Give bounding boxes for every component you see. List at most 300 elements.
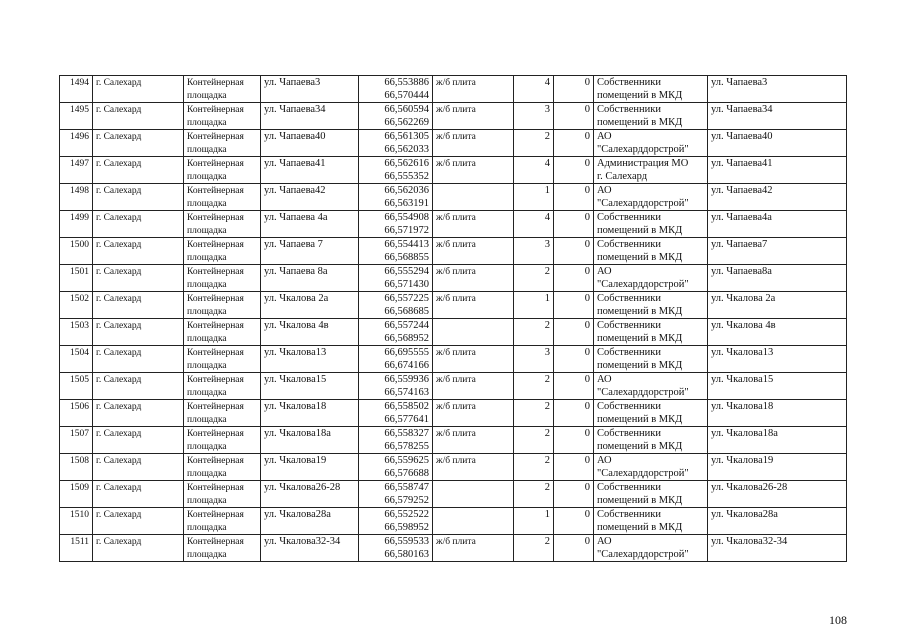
- location-cell: [708, 76, 847, 103]
- address-cell: [261, 292, 359, 319]
- address-text: ул. Чкалова18а: [264, 428, 331, 439]
- zero-value-cell: [554, 346, 594, 373]
- site-type-text: Контейнерная: [187, 240, 244, 250]
- owner-text: помещений в МКД: [597, 332, 683, 344]
- zero-value-text: 0: [584, 536, 590, 547]
- site-type-text: площадка: [187, 414, 227, 425]
- location-text: ул. Чкалова 4в: [711, 320, 776, 331]
- zero-value-text: 0: [584, 428, 590, 439]
- zero-value-cell: [554, 292, 594, 319]
- owner-text: АО: [597, 455, 612, 466]
- base-type-cell: [433, 427, 514, 454]
- owner-text: г. Салехард: [597, 170, 648, 182]
- container-count-cell: [514, 238, 554, 265]
- container-count-cell: [514, 76, 554, 103]
- zero-value-cell: [554, 508, 594, 535]
- owner-text: "Салехарддорстрой": [597, 278, 689, 290]
- site-type-cell: [184, 157, 261, 184]
- row-number-cell: [60, 508, 93, 535]
- container-count-cell: [514, 130, 554, 157]
- coordinates-text: 66,574163: [384, 386, 429, 398]
- base-type-cell: [433, 157, 514, 184]
- coordinates-text: 66,674166: [384, 359, 429, 371]
- zero-value-text: 0: [584, 482, 590, 493]
- owner-text: АО: [597, 185, 612, 196]
- zero-value-text: 0: [584, 509, 590, 520]
- coordinates-cell: [359, 265, 433, 292]
- city-cell: [93, 481, 184, 508]
- location-cell: [708, 319, 847, 346]
- address-text: ул. Чкалова26-28: [264, 482, 341, 493]
- coordinates-text: 66,554413: [384, 239, 429, 250]
- coordinates-cell: [359, 211, 433, 238]
- location-text: ул. Чкалова15: [711, 374, 774, 385]
- container-count-text: 4: [544, 212, 550, 223]
- site-type-cell: [184, 130, 261, 157]
- site-type-cell: [184, 535, 261, 562]
- location-cell: [708, 508, 847, 535]
- zero-value-text: 0: [584, 185, 590, 196]
- site-type-text: площадка: [187, 522, 227, 533]
- owner-text: АО: [597, 131, 612, 142]
- coordinates-cell: [359, 346, 433, 373]
- owner-text: помещений в МКД: [597, 521, 683, 533]
- site-type-text: Контейнерная: [187, 105, 244, 115]
- location-cell: [708, 427, 847, 454]
- site-type-cell: [184, 373, 261, 400]
- owner-cell: [594, 454, 708, 481]
- owner-cell: [594, 238, 708, 265]
- base-type-cell: [433, 481, 514, 508]
- base-type-cell: [433, 535, 514, 562]
- city-text: г. Салехард: [96, 456, 142, 466]
- site-type-text: площадка: [187, 549, 227, 560]
- container-count-text: 2: [544, 320, 550, 331]
- owner-cell: [594, 373, 708, 400]
- owner-cell: [594, 427, 708, 454]
- container-count-text: 3: [544, 239, 550, 250]
- address-cell: [261, 454, 359, 481]
- site-type-text: Контейнерная: [187, 429, 244, 439]
- site-type-cell: [184, 76, 261, 103]
- zero-value-cell: [554, 481, 594, 508]
- address-text: ул. Чкалова18: [264, 401, 327, 412]
- owner-text: Собственники: [597, 482, 661, 493]
- location-text: ул. Чапаева42: [711, 185, 773, 196]
- container-count-cell: [514, 400, 554, 427]
- address-text: ул. Чапаева3: [264, 77, 321, 88]
- owner-text: "Салехарддорстрой": [597, 197, 689, 209]
- site-type-text: площадка: [187, 90, 227, 101]
- row-number-cell: [60, 319, 93, 346]
- container-count-text: 2: [544, 536, 550, 547]
- zero-value-cell: [554, 211, 594, 238]
- owner-text: помещений в МКД: [597, 89, 683, 101]
- site-type-cell: [184, 292, 261, 319]
- coordinates-text: 66,559936: [384, 374, 429, 385]
- base-type-cell: [433, 265, 514, 292]
- row-number-cell: [60, 130, 93, 157]
- row-number-cell: [60, 184, 93, 211]
- table-row: [60, 535, 847, 562]
- location-text: ул. Чапаева34: [711, 104, 773, 115]
- address-text: ул. Чкалова13: [264, 347, 327, 358]
- coordinates-text: 66,554908: [384, 212, 429, 223]
- container-count-cell: [514, 265, 554, 292]
- base-type-text: ж/б плита: [436, 267, 476, 277]
- site-type-text: Контейнерная: [187, 456, 244, 466]
- container-count-text: 3: [544, 104, 550, 115]
- container-count-cell: [514, 427, 554, 454]
- address-cell: [261, 508, 359, 535]
- address-text: ул. Чапаева34: [264, 104, 326, 115]
- owner-text: Собственники: [597, 428, 661, 439]
- location-cell: [708, 184, 847, 211]
- table-row: [60, 265, 847, 292]
- base-type-cell: [433, 184, 514, 211]
- coordinates-text: 66,562036: [384, 185, 429, 196]
- coordinates-text: 66,558502: [384, 401, 429, 412]
- owner-text: "Салехарддорстрой": [597, 467, 689, 479]
- address-text: ул. Чкалова15: [264, 374, 327, 385]
- coordinates-cell: [359, 130, 433, 157]
- owner-cell: [594, 184, 708, 211]
- location-text: ул. Чкалова18: [711, 401, 774, 412]
- city-text: г. Салехард: [96, 186, 142, 196]
- row-number-text: 1495: [70, 105, 89, 115]
- coordinates-text: 66,568952: [384, 332, 429, 344]
- coordinates-text: 66,553886: [384, 77, 429, 88]
- container-count-cell: [514, 184, 554, 211]
- table-row: [60, 76, 847, 103]
- coordinates-text: 66,568685: [384, 305, 429, 317]
- city-text: г. Салехард: [96, 105, 142, 115]
- coordinates-text: 66,552522: [384, 509, 429, 520]
- site-type-cell: [184, 454, 261, 481]
- site-type-text: Контейнерная: [187, 132, 244, 142]
- owner-text: Собственники: [597, 401, 661, 412]
- base-type-text: ж/б плита: [436, 402, 476, 412]
- location-cell: [708, 454, 847, 481]
- site-type-cell: [184, 319, 261, 346]
- coordinates-text: 66,576688: [384, 467, 429, 479]
- site-type-text: Контейнерная: [187, 402, 244, 412]
- row-number-text: 1503: [70, 321, 89, 331]
- owner-text: АО: [597, 266, 612, 277]
- row-number-text: 1507: [70, 429, 89, 439]
- coordinates-text: 66,580163: [384, 548, 429, 560]
- row-number-text: 1500: [70, 240, 89, 250]
- row-number-text: 1504: [70, 348, 89, 358]
- zero-value-text: 0: [584, 77, 590, 88]
- city-text: г. Салехард: [96, 267, 142, 277]
- owner-text: Собственники: [597, 104, 661, 115]
- address-text: ул. Чкалова 2а: [264, 293, 329, 304]
- row-number-cell: [60, 535, 93, 562]
- site-type-text: Контейнерная: [187, 213, 244, 223]
- table-row: [60, 157, 847, 184]
- coordinates-text: 66,557244: [384, 320, 429, 331]
- coordinates-text: 66,571972: [384, 224, 429, 236]
- city-cell: [93, 211, 184, 238]
- coordinates-text: 66,578255: [384, 440, 429, 452]
- address-cell: [261, 427, 359, 454]
- site-type-cell: [184, 184, 261, 211]
- coordinates-text: 66,562033: [384, 143, 429, 155]
- zero-value-cell: [554, 265, 594, 292]
- registry-rows: [60, 76, 847, 562]
- address-cell: [261, 535, 359, 562]
- location-text: ул. Чкалова13: [711, 347, 774, 358]
- base-type-cell: [433, 454, 514, 481]
- site-type-cell: [184, 211, 261, 238]
- row-number-cell: [60, 454, 93, 481]
- zero-value-text: 0: [584, 347, 590, 358]
- row-number-cell: [60, 292, 93, 319]
- owner-text: Собственники: [597, 239, 661, 250]
- zero-value-text: 0: [584, 131, 590, 142]
- city-cell: [93, 184, 184, 211]
- location-cell: [708, 238, 847, 265]
- address-cell: [261, 103, 359, 130]
- city-text: г. Салехард: [96, 429, 142, 439]
- city-text: г. Салехард: [96, 375, 142, 385]
- site-type-text: площадка: [187, 387, 227, 398]
- site-type-text: площадка: [187, 360, 227, 371]
- city-cell: [93, 400, 184, 427]
- row-number-text: 1498: [70, 186, 89, 196]
- coordinates-cell: [359, 184, 433, 211]
- site-type-cell: [184, 400, 261, 427]
- coordinates-cell: [359, 103, 433, 130]
- base-type-text: ж/б плита: [436, 78, 476, 88]
- city-cell: [93, 238, 184, 265]
- table-row: [60, 454, 847, 481]
- base-type-cell: [433, 400, 514, 427]
- row-number-text: 1509: [70, 483, 89, 493]
- address-cell: [261, 157, 359, 184]
- zero-value-text: 0: [584, 212, 590, 223]
- table-row: [60, 400, 847, 427]
- site-type-cell: [184, 103, 261, 130]
- owner-text: помещений в МКД: [597, 251, 683, 263]
- site-type-cell: [184, 265, 261, 292]
- coordinates-text: 66,562269: [384, 116, 429, 128]
- zero-value-cell: [554, 238, 594, 265]
- address-cell: [261, 76, 359, 103]
- site-type-text: Контейнерная: [187, 348, 244, 358]
- base-type-cell: [433, 319, 514, 346]
- container-count-text: 2: [544, 266, 550, 277]
- address-cell: [261, 238, 359, 265]
- site-type-cell: [184, 508, 261, 535]
- site-type-text: площадка: [187, 144, 227, 155]
- address-cell: [261, 319, 359, 346]
- container-count-text: 2: [544, 374, 550, 385]
- owner-text: Собственники: [597, 347, 661, 358]
- owner-text: "Салехарддорстрой": [597, 548, 689, 560]
- site-type-text: площадка: [187, 198, 227, 209]
- location-cell: [708, 265, 847, 292]
- site-type-text: Контейнерная: [187, 294, 244, 304]
- row-number-cell: [60, 157, 93, 184]
- location-text: ул. Чапаева4а: [711, 212, 772, 223]
- coordinates-text: 66,558747: [384, 482, 429, 493]
- row-number-cell: [60, 373, 93, 400]
- owner-cell: [594, 130, 708, 157]
- zero-value-cell: [554, 130, 594, 157]
- zero-value-cell: [554, 157, 594, 184]
- city-cell: [93, 265, 184, 292]
- coordinates-cell: [359, 481, 433, 508]
- coordinates-cell: [359, 400, 433, 427]
- site-type-text: Контейнерная: [187, 78, 244, 88]
- owner-text: помещений в МКД: [597, 359, 683, 371]
- row-number-text: 1501: [70, 267, 89, 277]
- zero-value-text: 0: [584, 320, 590, 331]
- container-count-cell: [514, 319, 554, 346]
- site-type-cell: [184, 238, 261, 265]
- location-text: ул. Чапаева40: [711, 131, 773, 142]
- city-text: г. Салехард: [96, 321, 142, 331]
- zero-value-text: 0: [584, 401, 590, 412]
- coordinates-cell: [359, 238, 433, 265]
- location-cell: [708, 346, 847, 373]
- coordinates-cell: [359, 427, 433, 454]
- address-text: ул. Чапаева 7: [264, 239, 323, 250]
- city-text: г. Салехард: [96, 78, 142, 88]
- location-cell: [708, 292, 847, 319]
- base-type-cell: [433, 508, 514, 535]
- location-text: ул. Чкалова19: [711, 455, 774, 466]
- address-text: ул. Чапаева40: [264, 131, 326, 142]
- zero-value-cell: [554, 184, 594, 211]
- coordinates-text: 66,695555: [384, 347, 429, 358]
- location-text: ул. Чкалова32-34: [711, 536, 788, 547]
- coordinates-text: 66,560594: [384, 104, 429, 115]
- location-text: ул. Чкалова18а: [711, 428, 778, 439]
- row-number-text: 1499: [70, 213, 89, 223]
- owner-text: помещений в МКД: [597, 305, 683, 317]
- base-type-cell: [433, 292, 514, 319]
- zero-value-cell: [554, 454, 594, 481]
- location-text: ул. Чкалова28а: [711, 509, 778, 520]
- base-type-cell: [433, 238, 514, 265]
- location-cell: [708, 130, 847, 157]
- location-text: ул. Чапаева7: [711, 239, 768, 250]
- address-cell: [261, 373, 359, 400]
- container-count-text: 4: [544, 158, 550, 169]
- zero-value-text: 0: [584, 374, 590, 385]
- city-cell: [93, 130, 184, 157]
- row-number-cell: [60, 346, 93, 373]
- city-text: г. Салехард: [96, 213, 142, 223]
- site-type-text: Контейнерная: [187, 375, 244, 385]
- container-count-text: 4: [544, 77, 550, 88]
- city-cell: [93, 373, 184, 400]
- zero-value-text: 0: [584, 104, 590, 115]
- zero-value-cell: [554, 535, 594, 562]
- owner-cell: [594, 211, 708, 238]
- row-number-cell: [60, 103, 93, 130]
- coordinates-text: 66,568855: [384, 251, 429, 263]
- city-cell: [93, 103, 184, 130]
- coordinates-text: 66,577641: [384, 413, 429, 425]
- city-text: г. Салехард: [96, 402, 142, 412]
- container-count-cell: [514, 211, 554, 238]
- site-type-text: Контейнерная: [187, 186, 244, 196]
- site-type-cell: [184, 346, 261, 373]
- base-type-text: ж/б плита: [436, 294, 476, 304]
- site-type-text: площадка: [187, 333, 227, 344]
- site-type-text: Контейнерная: [187, 537, 244, 547]
- table-row: [60, 238, 847, 265]
- coordinates-cell: [359, 373, 433, 400]
- coordinates-cell: [359, 292, 433, 319]
- base-type-text: ж/б плита: [436, 348, 476, 358]
- city-text: г. Салехард: [96, 510, 142, 520]
- row-number-text: 1510: [70, 510, 89, 520]
- city-cell: [93, 346, 184, 373]
- container-count-cell: [514, 346, 554, 373]
- address-cell: [261, 265, 359, 292]
- owner-cell: [594, 265, 708, 292]
- address-text: ул. Чкалова 4в: [264, 320, 329, 331]
- row-number-text: 1496: [70, 132, 89, 142]
- site-type-text: площадка: [187, 441, 227, 452]
- page-number: 108: [829, 613, 847, 627]
- row-number-cell: [60, 481, 93, 508]
- location-text: ул. Чапаева41: [711, 158, 773, 169]
- container-count-text: 2: [544, 428, 550, 439]
- owner-text: АО: [597, 536, 612, 547]
- container-count-text: 1: [544, 509, 550, 520]
- coordinates-text: 66,555352: [384, 170, 429, 182]
- owner-cell: [594, 535, 708, 562]
- location-text: ул. Чапаева8а: [711, 266, 772, 277]
- address-text: ул. Чапаева 8а: [264, 266, 328, 277]
- owner-cell: [594, 103, 708, 130]
- container-count-text: 1: [544, 293, 550, 304]
- table-row: [60, 211, 847, 238]
- base-type-cell: [433, 346, 514, 373]
- location-cell: [708, 373, 847, 400]
- table-row: [60, 292, 847, 319]
- zero-value-text: 0: [584, 239, 590, 250]
- table-row: [60, 103, 847, 130]
- site-type-text: Контейнерная: [187, 510, 244, 520]
- base-type-text: ж/б плита: [436, 537, 476, 547]
- base-type-cell: [433, 211, 514, 238]
- row-number-cell: [60, 76, 93, 103]
- address-text: ул. Чкалова28а: [264, 509, 331, 520]
- container-count-text: 2: [544, 455, 550, 466]
- city-text: г. Салехард: [96, 159, 142, 169]
- coordinates-cell: [359, 508, 433, 535]
- site-type-text: Контейнерная: [187, 483, 244, 493]
- owner-cell: [594, 319, 708, 346]
- site-type-text: площадка: [187, 117, 227, 128]
- coordinates-text: 66,570444: [384, 89, 429, 101]
- location-cell: [708, 211, 847, 238]
- row-number-text: 1505: [70, 375, 89, 385]
- city-text: г. Салехард: [96, 294, 142, 304]
- location-cell: [708, 157, 847, 184]
- row-number-text: 1497: [70, 159, 89, 169]
- row-number-cell: [60, 400, 93, 427]
- coordinates-text: 66,555294: [384, 266, 429, 277]
- city-cell: [93, 454, 184, 481]
